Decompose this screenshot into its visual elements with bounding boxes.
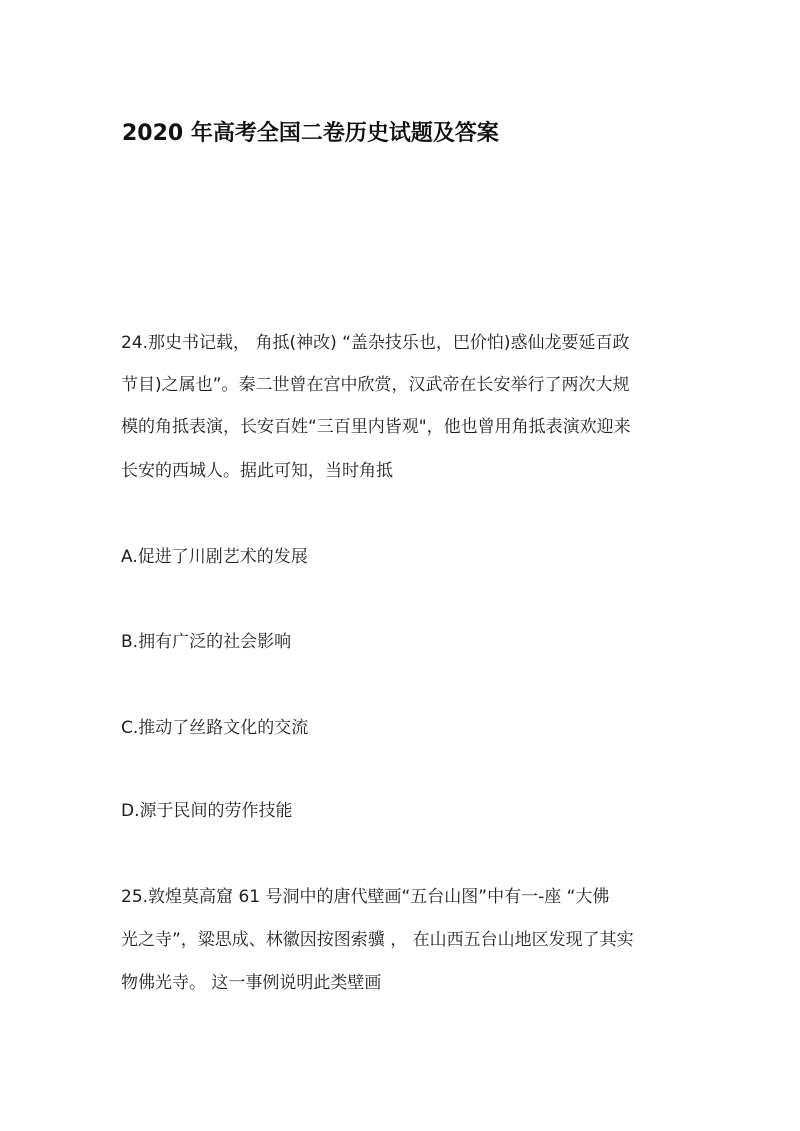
option-c: C.推动了丝路文化的交流 (121, 718, 309, 738)
option-a: A.促进了川剧艺术的发展 (121, 547, 308, 567)
question-25-line: 25.敦煌莫高窟 61 号洞中的唐代壁画“五台山图”中有一-座 “大佛 (121, 887, 610, 907)
document-title: 2020 年高考全国二卷历史试题及答案 (122, 121, 499, 146)
question-24-line: 模的角抵表演，长安百姓“三百里内皆观"，他也曾用角抵表演欢迎来 (121, 417, 631, 437)
question-25-line: 物佛光寺。 这一事例说明此类壁画 (121, 973, 382, 993)
option-d: D.源于民间的劳作技能 (121, 801, 293, 821)
question-24-line: 长安的西城人。据此可知，当时角抵 (121, 461, 393, 481)
question-24-line: 节目)之属也”。秦二世曾在宫中欣赏，汉武帝在长安举行了两次大规 (121, 375, 630, 395)
option-b: B.拥有广泛的社会影响 (121, 632, 292, 652)
question-25-line: 光之寺”，粱思成、林徽因按图索骥 ， 在山西五台山地区发现了其实 (121, 930, 634, 950)
question-24-line: 24.那史书记载， 角抵(神改) “盖杂技乐也，巴价怕)惑仙龙要延百政 (121, 333, 630, 353)
